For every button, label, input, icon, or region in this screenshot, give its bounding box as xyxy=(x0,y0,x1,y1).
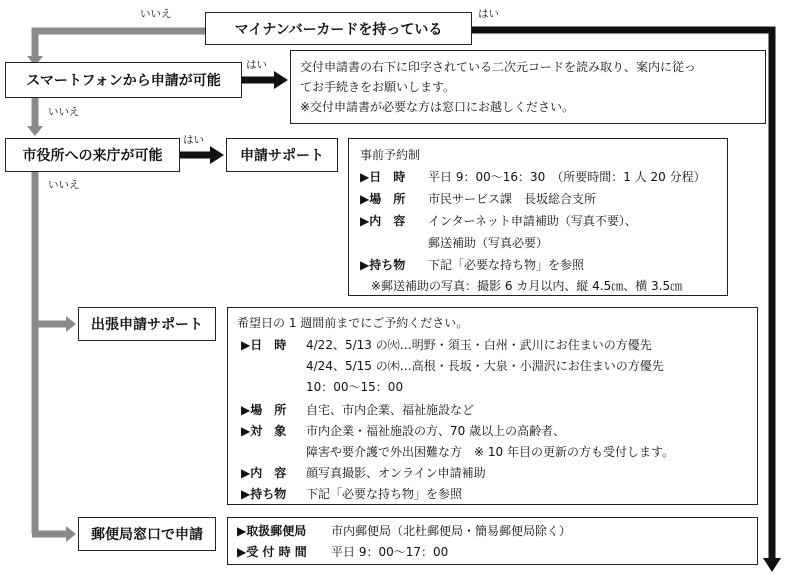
no-arrowhead-smartphone xyxy=(27,126,43,136)
smartphone-info-line-1: 交付申請書の右下に印字されている二次元コードを読み取り、案内に従っ xyxy=(300,60,697,74)
shinsei-support-note: ※郵送補助の写真：撮影 6 カ月以内、縦 4.5㎝、横 3.5㎝ xyxy=(371,279,683,293)
shutcho-row-key: ▶内 容 xyxy=(241,466,287,480)
smartphone-info-box xyxy=(290,50,766,124)
shutcho-row-value: 市内企業・福祉施設の方、70 歳以上の高齢者、 xyxy=(306,424,566,438)
shutcho-row-key: ▶場 所 xyxy=(241,403,287,417)
no-label-visit: いいえ xyxy=(48,179,80,191)
shutcho-row-value: 4/22、5/13 の㈫…明野・須玉・白州・武川にお住まいの方優先 xyxy=(306,338,652,352)
yes-arrowhead-card xyxy=(763,558,781,572)
question-visit: 市役所への来庁が可能 xyxy=(5,138,180,172)
shinsei-row-value: 平日 9：00～16：30 （所要時間：1 人 20 分程） xyxy=(428,170,706,184)
shinsei-row-key: ▶内 容 xyxy=(360,214,406,228)
shutcho-row-value: 10：00～15：00 xyxy=(306,380,404,394)
shinsei-support-heading: 事前予約制 xyxy=(360,148,421,162)
shinsei-row-value: 市民サービス課 長坂総合支所 xyxy=(428,192,597,206)
shutcho-row-key: ▶持ち物 xyxy=(241,487,287,501)
smartphone-info-line-2: てお手続きをお願いします。 xyxy=(300,80,456,94)
question-smartphone: スマートフォンから申請が可能 xyxy=(5,62,242,98)
shutcho-row-value: 顔写真撮影、オンライン申請補助 xyxy=(306,466,486,480)
arrowhead-yubin xyxy=(66,526,76,542)
yubin-details xyxy=(227,517,758,565)
shutcho-row-value: 4/24、5/15 の㈭…高根・長坂・大泉・小淵沢にお住まいの方優先 xyxy=(306,359,664,373)
shinsei-row-value: 下記「必要な持ち物」を参照 xyxy=(428,258,585,272)
no-label-card: いいえ xyxy=(140,8,172,20)
shinsei-support-details xyxy=(348,138,728,296)
shutcho-title: 出張申請サポート xyxy=(78,307,216,341)
yes-arrowhead-visit xyxy=(210,146,224,164)
question-card: マイナンバーカードを持っている xyxy=(205,12,472,45)
yes-label-smartphone: はい xyxy=(246,59,267,71)
yubin-title: 郵便局窓口で申請 xyxy=(78,517,216,551)
yubin-row-value: 市内郵便局（北杜郵便局・簡易郵便局除く） xyxy=(331,524,572,538)
smartphone-info-line-3: ※交付申請書が必要な方は窓口にお越しください。 xyxy=(300,100,575,114)
shutcho-row-value: 自宅、市内企業、福祉施設など xyxy=(306,403,475,417)
yes-label-visit: はい xyxy=(183,134,204,146)
shutcho-row-key: ▶日 時 xyxy=(241,338,287,352)
yubin-row-value: 平日 9：00～17：00 xyxy=(331,545,449,559)
shutcho-heading: 希望日の 1 週間前までにご予約ください。 xyxy=(237,316,469,330)
arrowhead-shutcho xyxy=(66,316,76,332)
yubin-row-key: ▶取扱郵便局 xyxy=(237,524,307,538)
shinsei-row-value: 郵送補助（写真必要） xyxy=(428,236,549,250)
shinsei-row-key: ▶持ち物 xyxy=(360,258,406,272)
shinsei-row-value: インターネット申請補助（写真不要）、 xyxy=(428,214,637,228)
shutcho-details xyxy=(227,307,758,505)
shutcho-row-value: 下記「必要な持ち物」を参照 xyxy=(306,487,463,501)
yes-arrowhead-smartphone xyxy=(274,71,288,89)
shutcho-row-key: ▶対 象 xyxy=(241,424,287,438)
yes-label-card: はい xyxy=(478,8,499,20)
yubin-row-key: ▶受 付 時 間 xyxy=(237,545,307,559)
no-connector-card xyxy=(35,31,205,58)
shinsei-row-key: ▶場 所 xyxy=(360,192,406,206)
no-label-smartphone: いいえ xyxy=(48,106,80,118)
shinsei-support-title: 申請サポート xyxy=(226,138,338,172)
shutcho-row-value: 障害や要介護で外出困難な方 ※ 10 年目の更新の方も受付します。 xyxy=(306,445,674,459)
shinsei-row-key: ▶日 時 xyxy=(360,170,406,184)
